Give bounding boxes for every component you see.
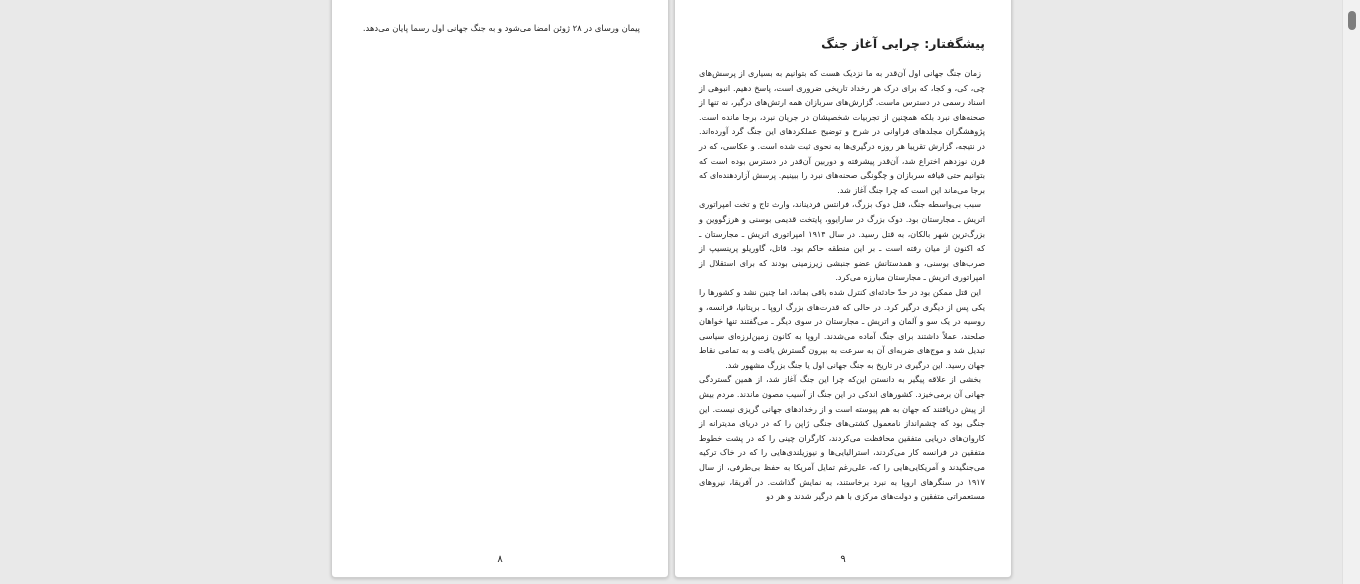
page-number: ۹ xyxy=(840,554,846,565)
page-text-line: پیمان ورسای در ۲۸ ژوئن امضا می‌شود و به جنگ جهانی اول رسما پایان می‌دهد. xyxy=(362,23,640,33)
document-page-9 xyxy=(674,0,1012,578)
section-heading: پیشگفتار: چرایی آغاز جنگ xyxy=(821,36,985,51)
document-page-8 xyxy=(331,0,669,578)
paragraph: زمان جنگ جهانی اول آن‌قدر به ما نزدیک هست که بتوانیم به بسیاری از پرسش‌های چی، کی، و کجا، که برای درک هر رخداد تاریخی ضروری است، پاسخ دهیم. انبوهی از اسناد رسمی در دسترس ماست. گزارش‌های سربازان همه ارتش‌های درگیر، نه تنها از صحنه‌های نبرد بلکه همچنین از تجربیات شخصیشان در جریان نبرد، برجا مانده است. پژوهشگران مجلدهای فراوانی در شرح و توضیح عملکردهای این جنگ گرد آورده‌اند. در نتیجه، گزارش تقریبا هر روزه درگیری‌ها به نحوی ثبت شده است. و عکاسی، که در قرن نوزدهم اختراع شد، آن‌قدر پیشرفته و دوربین آن‌قدر در دسترس بوده است که بتوانیم حتی قیافه سربازان و چگونگی صحنه‌های نبرد را ببینیم. پرسش آزاردهنده‌ای که برجا می‌ماند این است که چرا جنگ آغاز شد. xyxy=(699,68,985,195)
paragraph: سبب بی‌واسطه جنگ، قتل دوک بزرگ، فرانتس فردیناند، وارث تاج و تخت امپراتوری اتریش ـ مجارستان بود. دوک بزرگ در سارایوو، پایتخت قدیمی بوسنی و هرزگووین و بزرگ‌ترین شهر بالکان، به قتل رسید. در سال ۱۹۱۴ امپراتوری اتریش ـ مجارستان ـ که اکنون از میان رفته است ـ بر این منطقه حاکم بود. قاتل، گاوریلو پرینسیپ از صرب‌های بوسنی، و همدستانش عضو جنبشی زیرزمینی بودند که برای استقلال از امپراتوری اتریش ـ مجارستان مبارزه می‌کرد. xyxy=(699,199,985,283)
scrollbar-thumb[interactable] xyxy=(1348,11,1356,30)
paragraph: بخشی از علاقه پیگیر به دانستن این‌که چرا این جنگ آغاز شد، از همین گستردگی جهانی آن برمی‌خیزد. کشورهای اندکی در این جنگ از آسیب مصون ماندند. مردم بیش از پیش دریافتند که جهان به هم پیوسته است و از رخدادهای جهانی گریزی نیست. این جنگی بود که چشم‌انداز نامعمول کشتی‌های جنگی ژاپن را که در دریای مدیترانه از کاروان‌های دریایی متفقین محافظت می‌کردند، کارگران چینی را که در پشت خطوط متفقین در فرانسه کار می‌کردند، استرالیایی‌ها و نیوزیلندی‌هایی را که در خاک ترکیه می‌جنگیدند و آمریکایی‌هایی را که، علی‌رغم تمایل آمریکا به حفظ بی‌طرفی، از سال ۱۹۱۷ در سنگرهای اروپا به نبرد برخاستند، به نمایش گذاشت. در آفریقا، نیروهای مستعمراتی متفقین و دولت‌های مرکزی با هم درگیر شدند و هر دو xyxy=(699,374,985,502)
paragraph: این قتل ممکن بود در حدّ حادثه‌ای کنترل شده باقی بماند، اما چنین نشد و کشورها را یکی پس از دیگری درگیر کرد. در حالی که قدرت‌های بزرگ اروپا ـ بریتانیا، فرانسه، و روسیه در یک سو و آلمان و اتریش ـ مجارستان در سوی دیگر ـ می‌گفتند تنها خواهان صلحند، عملاً داشتند برای جنگ آماده می‌شدند. اروپا به کانون زمین‌لرزه‌ای سیاسی تبدیل شد و موج‌های ضربه‌ای آن به سرعت به بیرون گسترش یافت و به تمامی نقاط جهان رسید. این درگیری در تاریخ به جنگ جهانی اول یا جنگ بزرگ مشهور شد. xyxy=(699,286,985,370)
body-text xyxy=(699,66,985,504)
vertical-scrollbar[interactable] xyxy=(1342,0,1360,584)
page-number: ۸ xyxy=(497,554,503,565)
